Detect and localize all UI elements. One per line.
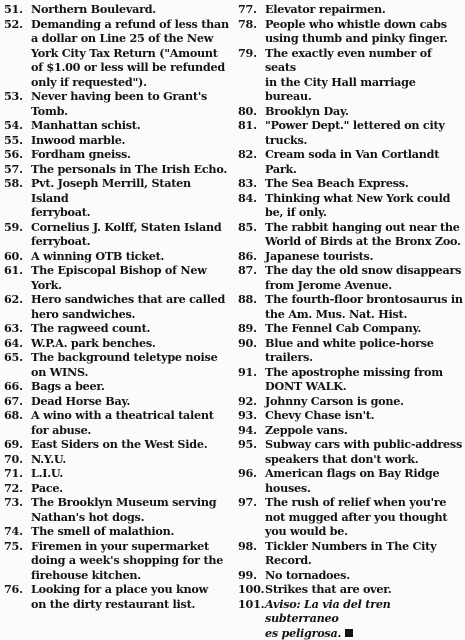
item-number: 91. (238, 365, 257, 380)
list-item (4, 336, 232, 351)
item-text-line: The Fennel Cab Company. (265, 321, 463, 336)
list-item (4, 89, 232, 118)
item-text-line: houses. (265, 481, 463, 496)
item-number: 57. (4, 162, 23, 177)
item-number: 92. (238, 394, 257, 409)
item-text-line: Cream soda in Van Cortlandt (265, 147, 463, 162)
list-item (238, 437, 463, 466)
item-text-line: Hero sandwiches that are called (31, 292, 232, 307)
item-text-line: a dollar on Line 25 of the New (31, 31, 232, 46)
item-text-line: Cornelius J. Kolff, Staten Island (31, 220, 232, 235)
list-item (4, 133, 232, 148)
item-text-line: es peligrosa. (265, 626, 463, 640)
item-number: 79. (238, 46, 257, 61)
item-number: 74. (4, 524, 23, 539)
list-item (238, 336, 463, 365)
item-number: 88. (238, 292, 257, 307)
list-item (238, 568, 463, 583)
item-number: 72. (4, 481, 23, 496)
item-text-line: not mugged after you thought (265, 510, 463, 525)
item-text-line: The fourth-floor brontosaurus in (265, 292, 463, 307)
item-number: 87. (238, 263, 257, 278)
item-number: 60. (4, 249, 23, 264)
item-number: 71. (4, 466, 23, 481)
item-text-line: Never having been to Grant's (31, 89, 232, 104)
item-text-line: Nathan's hot dogs. (31, 510, 232, 525)
item-number: 66. (4, 379, 23, 394)
item-text-line: the Am. Mus. Nat. Hist. (265, 307, 463, 322)
item-text-line: be, if only. (265, 205, 463, 220)
item-text-line: The rush of relief when you're (265, 495, 463, 510)
list-item (238, 394, 463, 409)
item-text-line: Dead Horse Bay. (31, 394, 232, 409)
item-number: 83. (238, 176, 257, 191)
list-item (4, 162, 232, 177)
item-number: 73. (4, 495, 23, 510)
end-mark-icon (345, 629, 353, 637)
item-text-line: Tickler Numbers in The City (265, 539, 463, 554)
item-text-line: Brooklyn Day. (265, 104, 463, 119)
item-text-line: Thinking what New York could (265, 191, 463, 206)
item-number: 97. (238, 495, 257, 510)
list-item (238, 321, 463, 336)
item-number: 63. (4, 321, 23, 336)
item-text-line: The Sea Beach Express. (265, 176, 463, 191)
list-item (4, 539, 232, 583)
item-text-line: The personals in The Irish Echo. (31, 162, 232, 177)
item-text-line: Demanding a refund of less than (31, 17, 232, 32)
item-number: 54. (4, 118, 23, 133)
list-item (4, 350, 232, 379)
item-number: 94. (238, 423, 257, 438)
item-text-line: A wino with a theatrical talent (31, 408, 232, 423)
item-number: 77. (238, 2, 257, 17)
item-text-line: Aviso: La via del tren subterraneo (265, 597, 463, 626)
item-number: 59. (4, 220, 23, 235)
item-text-line: People who whistle down cabs (265, 17, 463, 32)
item-number: 52. (4, 17, 23, 32)
list-item (4, 321, 232, 336)
item-text-line: A winning OTB ticket. (31, 249, 232, 264)
item-text-line: Record. (265, 553, 463, 568)
item-number: 53. (4, 89, 23, 104)
item-text-line: on the dirty restaurant list. (31, 597, 232, 612)
item-number: 69. (4, 437, 23, 452)
list-item (4, 17, 232, 90)
item-text-line: Inwood marble. (31, 133, 232, 148)
item-text-line: Blue and white police-horse (265, 336, 463, 351)
item-number: 65. (4, 350, 23, 365)
item-text-line: Looking for a place you know (31, 582, 232, 597)
list-item (238, 597, 463, 640)
item-text-line: The ragweed count. (31, 321, 232, 336)
item-number: 78. (238, 17, 257, 32)
item-text-line: Zeppole vans. (265, 423, 463, 438)
item-text-line: The exactly even number of seats (265, 46, 463, 75)
item-number: 56. (4, 147, 23, 162)
list-item (4, 495, 232, 524)
item-text-line: York. (31, 278, 232, 293)
item-number: 100. (238, 582, 264, 597)
item-text-line: trailers. (265, 350, 463, 365)
item-number: 99. (238, 568, 257, 583)
item-text-line: Pace. (31, 481, 232, 496)
list-item (238, 147, 463, 176)
list-item (238, 365, 463, 394)
list-item (4, 2, 232, 17)
list-item (4, 452, 232, 467)
list-item (238, 46, 463, 104)
item-number: 101. (238, 597, 264, 612)
item-text-line: No tornadoes. (265, 568, 463, 583)
list-item (238, 263, 463, 292)
item-text-line: Tomb. (31, 104, 232, 119)
list-item (238, 118, 463, 147)
item-text-line: W.P.A. park benches. (31, 336, 232, 351)
list-item (4, 249, 232, 264)
list-item (4, 176, 232, 220)
item-text-line: DONT WALK. (265, 379, 463, 394)
item-text-line: The rabbit hanging out near the (265, 220, 463, 235)
item-text-line: The Brooklyn Museum serving (31, 495, 232, 510)
list-item (238, 539, 463, 568)
list-item (4, 147, 232, 162)
item-number: 90. (238, 336, 257, 351)
list-item (4, 379, 232, 394)
item-text-line: York City Tax Return ("Amount (31, 46, 232, 61)
item-text-line: Strikes that are over. (265, 582, 463, 597)
list-item (238, 249, 463, 264)
item-text-line: Elevator repairmen. (265, 2, 463, 17)
item-number: 51. (4, 2, 23, 17)
item-text-line: Pvt. Joseph Merrill, Staten Island (31, 176, 232, 205)
item-text-line: The smell of malathion. (31, 524, 232, 539)
item-text-line: "Power Dept." lettered on city (265, 118, 463, 133)
item-number: 81. (238, 118, 257, 133)
item-number: 86. (238, 249, 257, 264)
item-number: 85. (238, 220, 257, 235)
list-item (238, 292, 463, 321)
list-item (238, 17, 463, 46)
list-item (238, 2, 463, 17)
item-text-line: from Jerome Avenue. (265, 278, 463, 293)
item-number: 67. (4, 394, 23, 409)
list-item (4, 394, 232, 409)
item-text-line: trucks. (265, 133, 463, 148)
item-text-line: Subway cars with public-address (265, 437, 463, 452)
right-column (238, 2, 463, 640)
item-text-line: Japanese tourists. (265, 249, 463, 264)
item-number: 84. (238, 191, 257, 206)
item-text-line: The apostrophe missing from (265, 365, 463, 380)
item-number: 98. (238, 539, 257, 554)
item-text-line: Northern Boulevard. (31, 2, 232, 17)
item-number: 62. (4, 292, 23, 307)
item-text-line: doing a week's shopping for the (31, 553, 232, 568)
list-item (238, 408, 463, 423)
item-number: 82. (238, 147, 257, 162)
item-text-line: firehouse kitchen. (31, 568, 232, 583)
item-text-line: The Episcopal Bishop of New (31, 263, 232, 278)
item-text-line: for abuse. (31, 423, 232, 438)
list-item (4, 481, 232, 496)
list-item (4, 582, 232, 611)
item-text-line: American flags on Bay Ridge (265, 466, 463, 481)
list-item (4, 220, 232, 249)
item-text-line: using thumb and pinky finger. (265, 31, 463, 46)
item-text-line: in the City Hall marriage bureau. (265, 75, 463, 104)
list-item (4, 524, 232, 539)
item-text-line: The background teletype noise (31, 350, 232, 365)
item-text-line: hero sandwiches. (31, 307, 232, 322)
item-text-line: Firemen in your supermarket (31, 539, 232, 554)
list-item (238, 220, 463, 249)
item-number: 58. (4, 176, 23, 191)
item-text-line: ferryboat. (31, 205, 232, 220)
list-item (238, 191, 463, 220)
item-text-line: World of Birds at the Bronx Zoo. (265, 234, 463, 249)
item-number: 75. (4, 539, 23, 554)
list-item (4, 118, 232, 133)
item-text-line: L.I.U. (31, 466, 232, 481)
list-item (238, 176, 463, 191)
item-number: 76. (4, 582, 23, 597)
list-item (238, 582, 463, 597)
list-item (4, 292, 232, 321)
item-text-line: only if requested"). (31, 75, 232, 90)
item-number: 70. (4, 452, 23, 467)
item-number: 64. (4, 336, 23, 351)
item-number: 93. (238, 408, 257, 423)
item-number: 55. (4, 133, 23, 148)
item-text-line: on WINS. (31, 365, 232, 380)
item-number: 96. (238, 466, 257, 481)
item-text-line: The day the old snow disappears (265, 263, 463, 278)
item-number: 89. (238, 321, 257, 336)
item-text-line: Manhattan schist. (31, 118, 232, 133)
item-text-line: speakers that don't work. (265, 452, 463, 467)
item-number: 61. (4, 263, 23, 278)
item-text-line: Chevy Chase isn't. (265, 408, 463, 423)
item-text-line: Bags a beer. (31, 379, 232, 394)
item-text-line: N.Y.U. (31, 452, 232, 467)
item-text-line: Johnny Carson is gone. (265, 394, 463, 409)
list-item (238, 423, 463, 438)
list-item (4, 466, 232, 481)
list-item (4, 263, 232, 292)
item-text-line: Fordham gneiss. (31, 147, 232, 162)
list-item (238, 104, 463, 119)
item-text-line: you would be. (265, 524, 463, 539)
item-text-line: Park. (265, 162, 463, 177)
item-number: 68. (4, 408, 23, 423)
list-item (4, 408, 232, 437)
item-text-line: of $1.00 or less will be refunded (31, 60, 232, 75)
item-text-line: ferryboat. (31, 234, 232, 249)
item-number: 80. (238, 104, 257, 119)
item-number: 95. (238, 437, 257, 452)
left-column (4, 2, 232, 611)
list-item (238, 466, 463, 495)
list-item (4, 437, 232, 452)
item-text-line: East Siders on the West Side. (31, 437, 232, 452)
list-item (238, 495, 463, 539)
